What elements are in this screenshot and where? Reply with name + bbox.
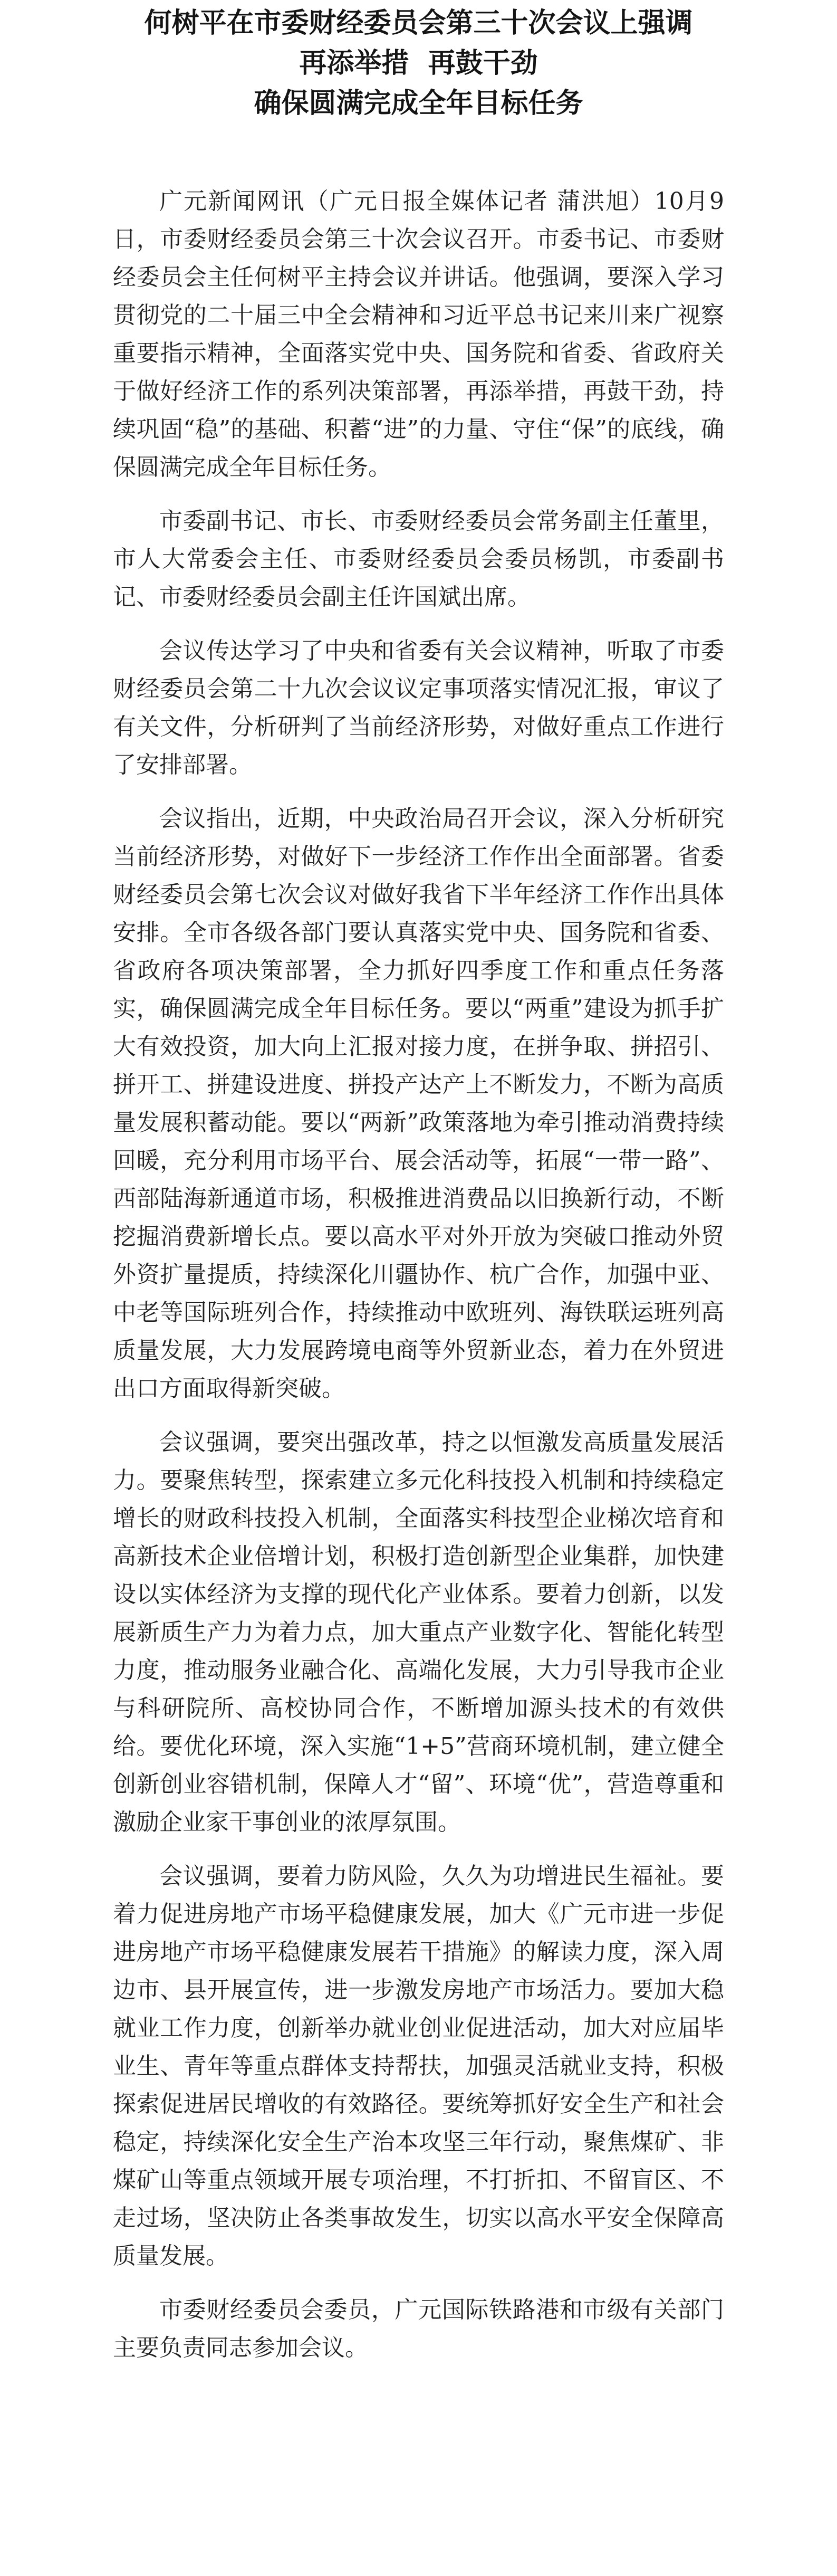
paragraph-attendees: 市委副书记、市长、市委财经委员会常务副主任董里，市人大常委会主任、市委财经委员会委员杨凯，市委副书记、市委财经委员会副主任许国斌出席。	[113, 508, 724, 610]
headline-line-1: 何树平在市委财经委员会第三十次会议上强调	[144, 7, 693, 39]
article-headline	[113, 0, 724, 123]
headline-line-3: 确保圆满完成全年目标任务	[254, 87, 583, 119]
headline-line-2: 再添举措 再鼓干劲	[299, 47, 538, 79]
paragraph-agenda: 会议传达学习了中央和省委有关会议精神，听取了市委财经委员会第二十九次会议议定事项落实情况汇报，审议了有关文件，分析研判了当前经济形势，对做好重点工作进行了安排部署。	[113, 637, 724, 778]
paragraph-participants: 市委财经委员会委员，广元国际铁路港和市级有关部门主要负责同志参加会议。	[113, 2296, 724, 2361]
paragraph-reform: 会议强调，要突出强改革，持之以恒激发高质量发展活力。要聚焦转型，探索建立多元化科技投入机制和持续稳定增长的财政科技投入机制，全面落实科技型企业梯次培育和高新技术企业倍增计划，积极打造创新型企业集群，加快建设以实体经济为支撑的现代化产业体系。要着力创新，以发展新质生产力为着力点，加大重点产业数字化、智能化转型力度，推动服务业融合化、高端化发展，大力引导我市企业与科研院所、高校协同合作，不断增加源头技术的有效供给。要优化环境，深入实施“1+5”营商环境机制，建立健全创新创业容错机制，保障人才“留”、环境“优”，营造尊重和激励企业家干事创业的浓厚氛围。	[113, 1429, 724, 1836]
paragraph-risk-prevention: 会议强调，要着力防风险，久久为功增进民生福祉。要着力促进房地产市场平稳健康发展，加大《广元市进一步促进房地产市场平稳健康发展若干措施》的解读力度，深入周边市、县开展宣传，进一步激发房地产市场活力。要加大稳就业工作力度，创新举办就业创业促进活动，加大对应届毕业生、青年等重点群体支持帮扶，加强灵活就业支持，积极探索促进居民增收的有效路径。要统筹抓好安全生产和社会稳定，持续深化安全生产治本攻坚三年行动，聚焦煤矿、非煤矿山等重点领域开展专项治理，不打折扣、不留盲区、不走过场，坚决防止各类事故发生，切实以高水平安全保障高质量发展。	[113, 1863, 724, 2269]
article-body	[113, 183, 724, 2367]
paragraph-lead: 广元新闻网讯（广元日报全媒体记者 蒲洪旭）10月9日，市委财经委员会第三十次会议召开。市委书记、市委财经委员会主任何树平主持会议并讲话。他强调，要深入学习贯彻党的二十届三中全会精神和习近平总书记来川来广视察重要指示精神，全面落实党中央、国务院和省委、省政府关于做好经济工作的系列决策部署，再添举措，再鼓干劲，持续巩固“稳”的基础、积蓄“进”的力量、守住“保”的底线，确保圆满完成全年目标任务。	[113, 188, 724, 481]
paragraph-meeting-points: 会议指出，近期，中央政治局召开会议，深入分析研究当前经济形势，对做好下一步经济工作作出全面部署。省委财经委员会第七次会议对做好我省下半年经济工作作出具体安排。全市各级各部门要认真落实党中央、国务院和省委、省政府各项决策部署，全力抓好四季度工作和重点任务落实，确保圆满完成全年目标任务。要以“两重”建设为抓手扩大有效投资，加大向上汇报对接力度，在拼争取、拼招引、拼开工、拼建设进度、拼投产达产上不断发力，不断为高质量发展积蓄动能。要以“两新”政策落地为牵引推动消费持续回暖，充分利用市场平台、展会活动等，拓展“一带一路”、西部陆海新通道市场，积极推进消费品以旧换新行动，不断挖掘消费新增长点。要以高水平对外开放为突破口推动外贸外资扩量提质，持续深化川疆协作、杭广合作，加强中亚、中老等国际班列合作，持续推动中欧班列、海铁联运班列高质量发展，大力发展跨境电商等外贸新业态，着力在外贸进出口方面取得新突破。	[113, 805, 724, 1402]
